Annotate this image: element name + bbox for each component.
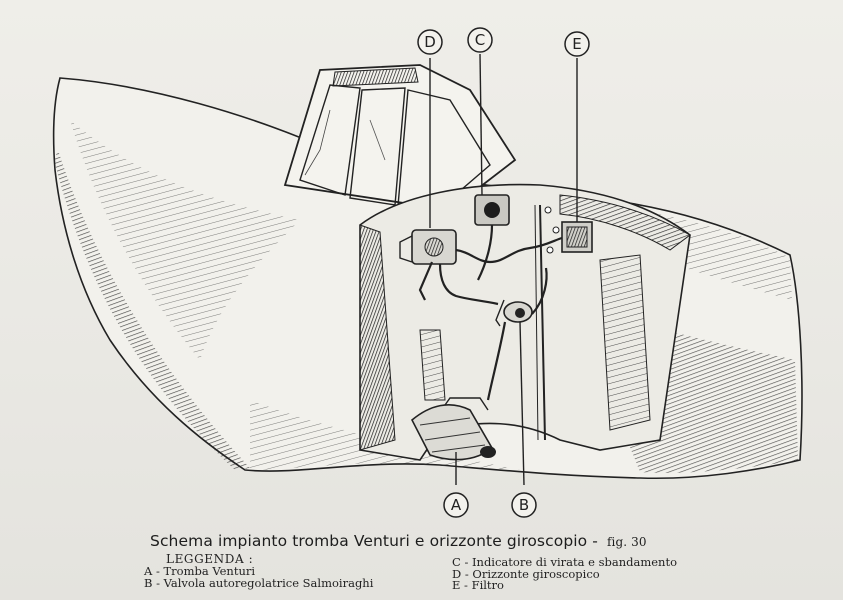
callout-a <box>444 493 468 517</box>
figure-number: fig. 30 <box>607 535 647 549</box>
svg-text:D: D <box>424 33 436 51</box>
caption-text: Schema impianto tromba Venturi e orizzonte giroscopio - <box>150 532 598 550</box>
legend-left-column <box>144 566 373 589</box>
svg-text:B: B <box>518 496 530 514</box>
legend-item-c: C - Indicatore di virata e sbandamento <box>452 555 678 569</box>
legend-item-a: A - Tromba Venturi <box>144 564 256 578</box>
turn-bank-indicator <box>475 195 509 225</box>
figure-caption <box>150 532 750 550</box>
legend-item-d: D - Orizzonte giroscopico <box>452 566 600 581</box>
legend-title: LEGGENDA : <box>166 552 254 566</box>
svg-text:C: C <box>474 31 486 49</box>
callout-b <box>512 493 536 517</box>
cockpit-frame <box>360 185 690 460</box>
legend-item-b: B - Valvola autoregolatrice Salmoiraghi <box>144 575 374 590</box>
svg-text:A: A <box>450 496 462 514</box>
callout-e <box>565 32 589 56</box>
legend-right-column <box>452 557 677 592</box>
svg-text:E: E <box>572 35 582 53</box>
legend-item-e: E - Filtro <box>452 578 504 592</box>
callout-c <box>468 28 492 52</box>
filter-component <box>562 222 592 252</box>
callout-d <box>418 30 442 54</box>
